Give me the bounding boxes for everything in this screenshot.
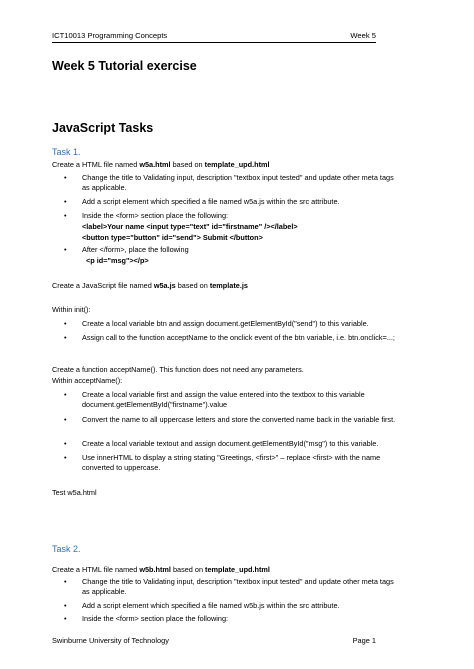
header-course: ICT10013 Programming Concepts: [52, 31, 168, 40]
document-title: Week 5 Tutorial exercise: [52, 59, 197, 73]
bullet-icon: •: [64, 211, 67, 220]
task1-form-code-2: <button type="button" id="send"> Submit </button>: [82, 233, 263, 242]
task1-init-bullet-2: Assign call to the function acceptName to the onclick event of the btn variable, i.e. btn.onclick=...;: [82, 333, 395, 342]
task2-bullet-2: Add a script element which specified a file named w5b.js within the src attribute.: [82, 601, 340, 610]
task1-init-bullet-1: Create a local variable btn and assign document.getElementById("send") to this variable.: [82, 319, 369, 328]
task1-within-init: Within init():: [52, 305, 91, 314]
task1-test: Test w5a.html: [52, 488, 97, 497]
task1-within-accept: Within acceptName():: [52, 376, 123, 385]
task1-bullet-2: Add a script element which specified a file named w5a.js within the src attribute.: [82, 197, 340, 206]
bullet-icon: •: [64, 614, 67, 623]
bullet-icon: •: [64, 453, 67, 462]
task1-create-html: Create a HTML file named w5a.html based on template_upd.html: [52, 160, 270, 169]
page-header: [52, 31, 376, 43]
task1-accept-bullet-2: Convert the name to all uppercase letters and store the converted name back in the variable first.: [82, 415, 396, 424]
bullet-icon: •: [64, 245, 67, 254]
task1-bullet-3: Inside the <form> section place the following:: [82, 211, 229, 220]
task1-accept-bullet-4: Use innerHTML to display a string stating "Greetings, <first>" – replace <first> with the name converted to uppercase.: [82, 453, 381, 472]
section-title: JavaScript Tasks: [52, 121, 154, 135]
footer-institution: Swinburne University of Technology: [52, 636, 169, 645]
bullet-icon: •: [64, 601, 67, 610]
bullet-icon: •: [64, 390, 67, 399]
header-week: Week 5: [350, 31, 376, 40]
task2-heading: Task 2.: [52, 544, 81, 554]
task1-heading: Task 1.: [52, 147, 81, 157]
task1-create-func: Create a function acceptName(). This function does not need any parameters.: [52, 365, 304, 374]
bullet-icon: •: [64, 319, 67, 328]
task2-create-html: Create a HTML file named w5b.html based on template_upd.html: [52, 565, 270, 574]
task1-accept-bullet-3: Create a local variable textout and assign document.getElementById("msg") to this variable.: [82, 439, 379, 448]
bullet-icon: •: [64, 415, 67, 424]
task1-bullet-1: Change the title to Validating input, description "textbox input tested" and update other meta tags as applicable.: [82, 173, 394, 192]
bullet-icon: •: [64, 197, 67, 206]
bullet-icon: •: [64, 333, 67, 342]
task1-bullet-4: After </form>, place the following: [82, 245, 189, 254]
task2-bullet-1: Change the title to Validating input, description "textbox input tested" and update other meta tags as applicable.: [82, 577, 394, 596]
task1-form-code-1: <label>Your name <input type="text" id="firstname" /></label>: [82, 222, 298, 231]
bullet-icon: •: [64, 577, 67, 586]
page-footer: [52, 636, 376, 646]
task1-after-code: <p id="msg"></p>: [86, 256, 149, 265]
footer-page-number: Page 1: [352, 636, 376, 645]
task2-bullet-3: Inside the <form> section place the following:: [82, 614, 229, 623]
task1-accept-bullet-1: Create a local variable first and assign the value entered into the textbox to this variable document.getElementById("firstname").value: [82, 390, 365, 409]
bullet-icon: •: [64, 173, 67, 182]
task1-create-js: Create a JavaScript file named w5a.js based on template.js: [52, 281, 248, 290]
bullet-icon: •: [64, 439, 67, 448]
